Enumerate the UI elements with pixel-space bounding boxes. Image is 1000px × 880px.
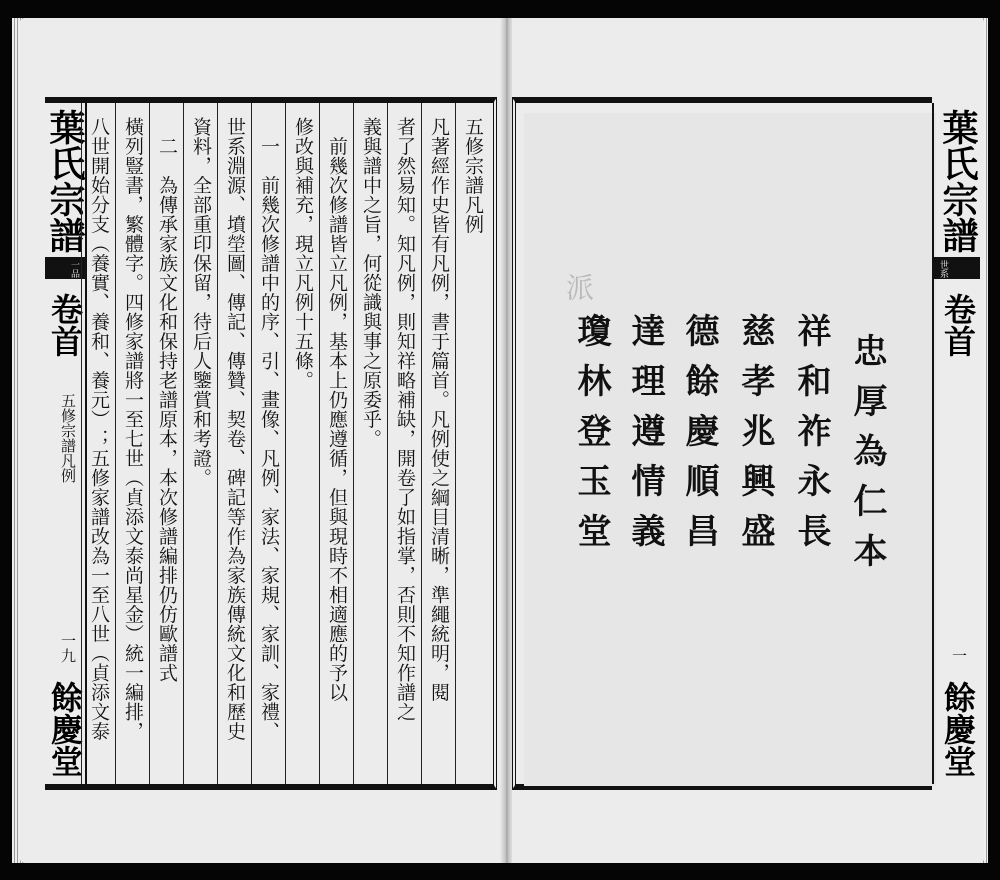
text-column: [81, 103, 115, 784]
text-column: [421, 103, 455, 784]
ribbon-mark-right: 世系: [938, 260, 948, 278]
book-title-left: 葉氏宗譜: [44, 109, 86, 253]
page-number-left: 一九: [59, 633, 77, 663]
column-text: 八世開始分支（養實、養和、養元）；五修家譜改為一至八世（貞添文泰: [88, 117, 110, 741]
column-text: 五修宗譜凡例: [462, 117, 484, 234]
text-frame-right: [512, 97, 932, 790]
text-column: [387, 103, 421, 784]
text-column: [319, 103, 353, 784]
page-number-right: 一: [950, 648, 968, 663]
generation-column: 瓊林登玉堂: [571, 313, 611, 563]
generation-column: 祥和祚永長: [791, 313, 831, 563]
text-column: [217, 103, 251, 784]
column-text: 資料，全部重印保留，待后人鑒賞和考證。: [190, 117, 212, 488]
column-text: 修改與補充，現立凡例十五條。: [292, 117, 314, 390]
text-column: [251, 103, 285, 784]
book-title-right: 葉氏宗譜: [937, 109, 979, 253]
text-frame-left: [45, 97, 497, 790]
column-text: 橫列豎書，繁體字。四修家譜將一至七世（貞添文泰尚星金）統一編排，: [122, 117, 144, 741]
text-column: [353, 103, 387, 784]
generation-poem-panel: [524, 113, 936, 786]
column-text: 義與譜中之旨，何從識與事之原委乎。: [360, 117, 382, 449]
text-column: [183, 103, 217, 784]
generation-column: 忠厚為仁本: [847, 333, 887, 583]
section-margin-title: 五修宗譜凡例: [59, 393, 77, 483]
text-column: [115, 103, 149, 784]
volume-label-right: 卷首: [939, 293, 977, 357]
text-column: [285, 103, 319, 784]
ribbon-mark-left: 一品: [69, 260, 79, 278]
column-text: 一 前幾次修譜中的序、引、畫像、凡例、家法、家規、家訓、家禮、: [258, 117, 280, 741]
volume-label-left: 卷首: [46, 293, 84, 357]
column-text: 二 為傳承家族文化和保持老譜原本，本次修譜編排仍仿歐譜式: [156, 117, 178, 683]
faint-bleed-text: 派: [562, 273, 595, 301]
text-column: [455, 103, 489, 784]
generation-column: 德餘慶順昌: [679, 313, 719, 563]
column-text: 凡著經作史皆有凡例，書于篇首。凡例使之綱目清晰，準繩統明，閱: [428, 117, 450, 702]
hall-name-right: 餘慶堂: [939, 681, 977, 777]
hall-name-left: 餘慶堂: [46, 681, 84, 777]
right-margin-column: [932, 103, 980, 784]
generation-column: 慈孝兆興盛: [735, 313, 775, 563]
column-text: 世系淵源、墳塋圖、傳記、傳贊、契卷、碑記等作為家族傳統文化和歷史: [224, 117, 246, 741]
column-text: 前幾次修譜皆立凡例，基本上仍應遵循，但與現時不相適應的予以: [326, 117, 348, 702]
text-column: [149, 103, 183, 784]
generation-column: 達理遵情義: [625, 313, 665, 563]
column-text: 者了然易知。知凡例，則知祥略補缺，開卷了如指掌，否則不知作譜之: [394, 117, 416, 722]
